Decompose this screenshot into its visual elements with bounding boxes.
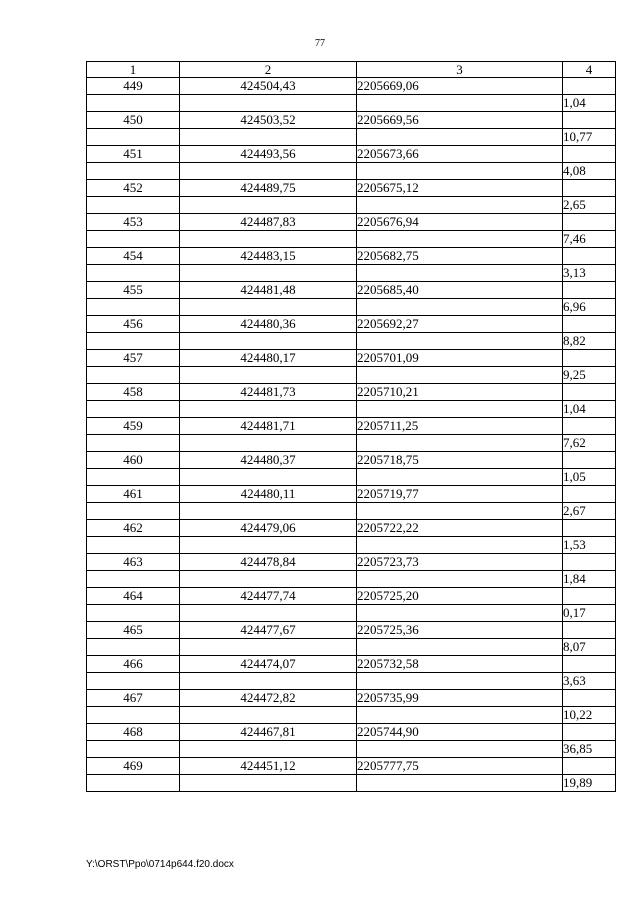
empty-cell [180, 129, 357, 146]
empty-cell [563, 520, 616, 537]
table-row [87, 384, 616, 401]
empty-cell [87, 197, 180, 214]
empty-cell [87, 469, 180, 486]
distance-cell: 2,67 [563, 503, 616, 520]
table-row [87, 112, 616, 129]
y-coordinate-cell: 2205669,56 [357, 112, 563, 129]
table-row-distance [87, 163, 616, 180]
empty-cell [180, 707, 357, 724]
table-row [87, 248, 616, 265]
empty-cell [563, 418, 616, 435]
x-coordinate-cell: 424472,82 [180, 690, 357, 707]
table-row [87, 452, 616, 469]
empty-cell [563, 452, 616, 469]
y-coordinate-cell: 2205777,75 [357, 758, 563, 775]
empty-cell [563, 758, 616, 775]
distance-cell: 7,62 [563, 435, 616, 452]
empty-cell [563, 384, 616, 401]
empty-cell [180, 95, 357, 112]
x-coordinate-cell: 424503,52 [180, 112, 357, 129]
point-number-cell: 458 [87, 384, 180, 401]
empty-cell [357, 707, 563, 724]
empty-cell [180, 639, 357, 656]
empty-cell [357, 265, 563, 282]
table-row-distance [87, 435, 616, 452]
empty-cell [180, 503, 357, 520]
point-number-cell: 463 [87, 554, 180, 571]
empty-cell [563, 724, 616, 741]
empty-cell [357, 775, 563, 792]
empty-cell [563, 282, 616, 299]
table-row [87, 758, 616, 775]
empty-cell [563, 112, 616, 129]
table-row-distance [87, 673, 616, 690]
point-number-cell: 466 [87, 656, 180, 673]
table-row-distance [87, 129, 616, 146]
x-coordinate-cell: 424480,17 [180, 350, 357, 367]
empty-cell [87, 775, 180, 792]
empty-cell [563, 656, 616, 673]
distance-cell: 7,46 [563, 231, 616, 248]
y-coordinate-cell: 2205685,40 [357, 282, 563, 299]
table-row-distance [87, 707, 616, 724]
empty-cell [180, 673, 357, 690]
point-number-cell: 462 [87, 520, 180, 537]
table-row [87, 282, 616, 299]
distance-cell: 10,77 [563, 129, 616, 146]
table-row-distance [87, 605, 616, 622]
empty-cell [180, 333, 357, 350]
table-row [87, 554, 616, 571]
empty-cell [87, 571, 180, 588]
empty-cell [180, 265, 357, 282]
point-number-cell: 453 [87, 214, 180, 231]
y-coordinate-cell: 2205673,66 [357, 146, 563, 163]
x-coordinate-cell: 424480,37 [180, 452, 357, 469]
empty-cell [87, 673, 180, 690]
empty-cell [563, 588, 616, 605]
table-row-distance [87, 299, 616, 316]
empty-cell [180, 741, 357, 758]
empty-cell [87, 367, 180, 384]
x-coordinate-cell: 424483,15 [180, 248, 357, 265]
empty-cell [87, 503, 180, 520]
distance-cell: 1,53 [563, 537, 616, 554]
table-row [87, 180, 616, 197]
empty-cell [563, 214, 616, 231]
empty-cell [87, 299, 180, 316]
empty-cell [563, 690, 616, 707]
table-row [87, 656, 616, 673]
empty-cell [357, 673, 563, 690]
x-coordinate-cell: 424479,06 [180, 520, 357, 537]
empty-cell [87, 639, 180, 656]
empty-cell [357, 741, 563, 758]
point-number-cell: 454 [87, 248, 180, 265]
point-number-cell: 467 [87, 690, 180, 707]
empty-cell [87, 741, 180, 758]
table-row-distance [87, 571, 616, 588]
y-coordinate-cell: 2205682,75 [357, 248, 563, 265]
table-row-distance [87, 231, 616, 248]
empty-cell [357, 435, 563, 452]
table-row-distance [87, 741, 616, 758]
empty-cell [563, 78, 616, 95]
empty-cell [180, 401, 357, 418]
point-number-cell: 457 [87, 350, 180, 367]
distance-cell: 36,85 [563, 741, 616, 758]
x-coordinate-cell: 424480,36 [180, 316, 357, 333]
empty-cell [87, 231, 180, 248]
empty-cell [357, 605, 563, 622]
table-row [87, 588, 616, 605]
x-coordinate-cell: 424477,74 [180, 588, 357, 605]
empty-cell [180, 469, 357, 486]
empty-cell [563, 554, 616, 571]
y-coordinate-cell: 2205732,58 [357, 656, 563, 673]
y-coordinate-cell: 2205723,73 [357, 554, 563, 571]
x-coordinate-cell: 424474,07 [180, 656, 357, 673]
empty-cell [357, 571, 563, 588]
y-coordinate-cell: 2205675,12 [357, 180, 563, 197]
point-number-cell: 469 [87, 758, 180, 775]
point-number-cell: 461 [87, 486, 180, 503]
x-coordinate-cell: 424489,75 [180, 180, 357, 197]
empty-cell [563, 146, 616, 163]
empty-cell [87, 707, 180, 724]
table-row-distance [87, 95, 616, 112]
file-path-footer: Y:\ORST\Ppo\0714p644.f20.docx [86, 859, 234, 870]
distance-cell: 9,25 [563, 367, 616, 384]
empty-cell [563, 180, 616, 197]
y-coordinate-cell: 2205744,90 [357, 724, 563, 741]
empty-cell [357, 367, 563, 384]
empty-cell [87, 401, 180, 418]
x-coordinate-cell: 424493,56 [180, 146, 357, 163]
empty-cell [180, 537, 357, 554]
table-header-row [87, 62, 616, 78]
empty-cell [357, 503, 563, 520]
distance-cell: 1,04 [563, 95, 616, 112]
y-coordinate-cell: 2205711,25 [357, 418, 563, 435]
empty-cell [180, 571, 357, 588]
empty-cell [357, 95, 563, 112]
table-row-distance [87, 639, 616, 656]
table-row [87, 78, 616, 95]
empty-cell [180, 231, 357, 248]
empty-cell [87, 95, 180, 112]
empty-cell [563, 350, 616, 367]
table-row [87, 690, 616, 707]
distance-cell: 1,04 [563, 401, 616, 418]
point-number-cell: 459 [87, 418, 180, 435]
empty-cell [563, 316, 616, 333]
x-coordinate-cell: 424451,12 [180, 758, 357, 775]
y-coordinate-cell: 2205722,22 [357, 520, 563, 537]
distance-cell: 1,84 [563, 571, 616, 588]
empty-cell [563, 486, 616, 503]
y-coordinate-cell: 2205692,27 [357, 316, 563, 333]
point-number-cell: 464 [87, 588, 180, 605]
x-coordinate-cell: 424481,48 [180, 282, 357, 299]
empty-cell [563, 622, 616, 639]
table-row-distance [87, 401, 616, 418]
y-coordinate-cell: 2205701,09 [357, 350, 563, 367]
distance-cell: 4,08 [563, 163, 616, 180]
y-coordinate-cell: 2205735,99 [357, 690, 563, 707]
distance-cell: 19,89 [563, 775, 616, 792]
point-number-cell: 460 [87, 452, 180, 469]
point-number-cell: 452 [87, 180, 180, 197]
empty-cell [87, 435, 180, 452]
table-row [87, 146, 616, 163]
table-row [87, 350, 616, 367]
distance-cell: 10,22 [563, 707, 616, 724]
column-header-2: 2 [180, 62, 357, 78]
table-row [87, 418, 616, 435]
empty-cell [357, 197, 563, 214]
table-row [87, 622, 616, 639]
empty-cell [180, 435, 357, 452]
point-number-cell: 451 [87, 146, 180, 163]
page-number: 77 [315, 38, 325, 49]
empty-cell [357, 469, 563, 486]
y-coordinate-cell: 2205725,20 [357, 588, 563, 605]
coordinates-table [86, 61, 616, 792]
x-coordinate-cell: 424504,43 [180, 78, 357, 95]
distance-cell: 3,63 [563, 673, 616, 690]
y-coordinate-cell: 2205669,06 [357, 78, 563, 95]
table-row-distance [87, 775, 616, 792]
table-body [87, 78, 616, 792]
table-row-distance [87, 537, 616, 554]
x-coordinate-cell: 424481,73 [180, 384, 357, 401]
table-row [87, 520, 616, 537]
empty-cell [87, 163, 180, 180]
empty-cell [87, 537, 180, 554]
empty-cell [357, 299, 563, 316]
distance-cell: 8,07 [563, 639, 616, 656]
empty-cell [87, 265, 180, 282]
empty-cell [180, 775, 357, 792]
y-coordinate-cell: 2205719,77 [357, 486, 563, 503]
empty-cell [357, 639, 563, 656]
empty-cell [357, 163, 563, 180]
distance-cell: 2,65 [563, 197, 616, 214]
column-header-1: 1 [87, 62, 180, 78]
point-number-cell: 456 [87, 316, 180, 333]
empty-cell [87, 605, 180, 622]
x-coordinate-cell: 424487,83 [180, 214, 357, 231]
distance-cell: 8,82 [563, 333, 616, 350]
empty-cell [180, 367, 357, 384]
table-row-distance [87, 333, 616, 350]
y-coordinate-cell: 2205725,36 [357, 622, 563, 639]
empty-cell [87, 129, 180, 146]
distance-cell: 6,96 [563, 299, 616, 316]
empty-cell [180, 197, 357, 214]
table-row-distance [87, 469, 616, 486]
empty-cell [180, 163, 357, 180]
point-number-cell: 449 [87, 78, 180, 95]
point-number-cell: 455 [87, 282, 180, 299]
empty-cell [357, 401, 563, 418]
table-row [87, 316, 616, 333]
point-number-cell: 468 [87, 724, 180, 741]
table-row [87, 486, 616, 503]
x-coordinate-cell: 424481,71 [180, 418, 357, 435]
point-number-cell: 465 [87, 622, 180, 639]
empty-cell [87, 333, 180, 350]
empty-cell [563, 248, 616, 265]
column-header-3: 3 [357, 62, 563, 78]
table-row-distance [87, 197, 616, 214]
empty-cell [357, 129, 563, 146]
table-row-distance [87, 265, 616, 282]
y-coordinate-cell: 2205676,94 [357, 214, 563, 231]
table-row-distance [87, 503, 616, 520]
distance-cell: 0,17 [563, 605, 616, 622]
x-coordinate-cell: 424467,81 [180, 724, 357, 741]
y-coordinate-cell: 2205718,75 [357, 452, 563, 469]
distance-cell: 1,05 [563, 469, 616, 486]
table-row [87, 214, 616, 231]
column-header-4: 4 [563, 62, 616, 78]
empty-cell [357, 231, 563, 248]
x-coordinate-cell: 424480,11 [180, 486, 357, 503]
table-row-distance [87, 367, 616, 384]
empty-cell [357, 537, 563, 554]
empty-cell [180, 299, 357, 316]
point-number-cell: 450 [87, 112, 180, 129]
distance-cell: 3,13 [563, 265, 616, 282]
y-coordinate-cell: 2205710,21 [357, 384, 563, 401]
x-coordinate-cell: 424478,84 [180, 554, 357, 571]
empty-cell [180, 605, 357, 622]
x-coordinate-cell: 424477,67 [180, 622, 357, 639]
empty-cell [357, 333, 563, 350]
table-row [87, 724, 616, 741]
